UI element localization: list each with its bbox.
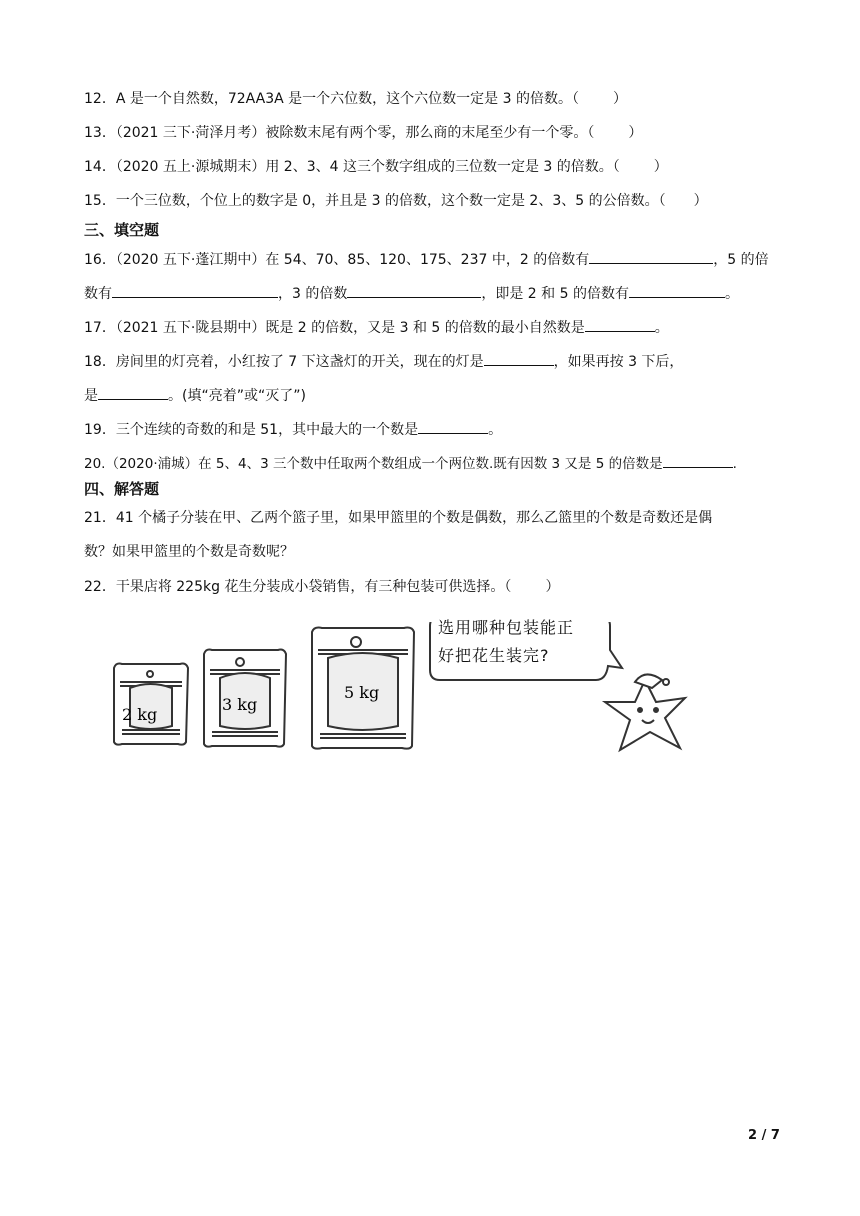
question-13: 13．（2021 三下·菏泽月考）被除数末尾有两个零，那么商的末尾至少有一个零。（ ） <box>84 125 643 141</box>
bag-label-5kg: 5 kg <box>344 683 380 702</box>
section-heading-answer: 四、解答题 <box>84 480 160 498</box>
question-18-line2: 是 。(填“亮着”或“灭了”) <box>84 384 306 406</box>
question-12: 12．A 是一个自然数，72AA3A 是一个六位数，这个六位数一定是 3 的倍数。（ ） <box>84 91 627 107</box>
question-21-line1: 21．41 个橘子分装在甲、乙两个篮子里，如果甲篮里的个数是偶数，那么乙篮里的个数是奇数还是偶 <box>84 510 713 526</box>
answer-blank[interactable] <box>484 350 554 366</box>
answer-blank[interactable] <box>589 248 713 264</box>
question-16-line1: 16．（2020 五下·蓬江期中）在 54、70、85、120、175、237 中，2 的倍数有 ，5 的倍 <box>84 248 769 270</box>
speech-bubble-text: 选用哪种包装能正 好把花生装完? <box>438 618 575 665</box>
answer-blank[interactable] <box>663 452 733 468</box>
question-14: 14．（2020 五上·源城期末）用 2、3、4 这三个数字组成的三位数一定是 3 的倍数。（ ） <box>84 159 668 175</box>
question-20: 20.（2020·浦城）在 5、4、3 三个数中任取两个数组成一个两位数.既有因数 3 又是 5 的倍数是 . <box>84 452 737 474</box>
answer-blank[interactable] <box>347 282 481 298</box>
starfish-icon <box>605 674 685 750</box>
answer-blank[interactable] <box>629 282 725 298</box>
question-18-line1: 18．房间里的灯亮着，小红按了 7 下这盏灯的开关，现在的灯是 ，如果再按 3 下后， <box>84 350 683 372</box>
page-number: 2 / 7 <box>748 1128 780 1143</box>
question-16-line2: 数有 ，3 的倍数 ，即是 2 和 5 的倍数有 。 <box>84 282 739 304</box>
question-21-line2: 数？如果甲篮里的个数是奇数呢？ <box>84 544 294 560</box>
question-15: 15．一个三位数，个位上的数字是 0，并且是 3 的倍数，这个数一定是 2、3、5 的公倍数。（ ） <box>84 193 708 209</box>
answer-blank[interactable] <box>418 418 488 434</box>
peanut-bags-figure <box>100 622 700 762</box>
answer-blank[interactable] <box>98 384 168 400</box>
question-17: 17．（2021 五下·陇县期中）既是 2 的倍数，又是 3 和 5 的倍数的最小自然数是 。 <box>84 316 669 338</box>
bag-label-3kg: 3 kg <box>222 695 258 714</box>
bag-label-2kg: 2 kg <box>122 705 158 724</box>
answer-blank[interactable] <box>585 316 655 332</box>
question-19: 19．三个连续的奇数的和是 51，其中最大的一个数是 。 <box>84 418 502 440</box>
section-heading-fill-in: 三、填空题 <box>84 221 160 239</box>
answer-blank[interactable] <box>112 282 278 298</box>
question-22: 22．干果店将 225kg 花生分装成小袋销售，有三种包装可供选择。（ ） <box>84 579 560 595</box>
